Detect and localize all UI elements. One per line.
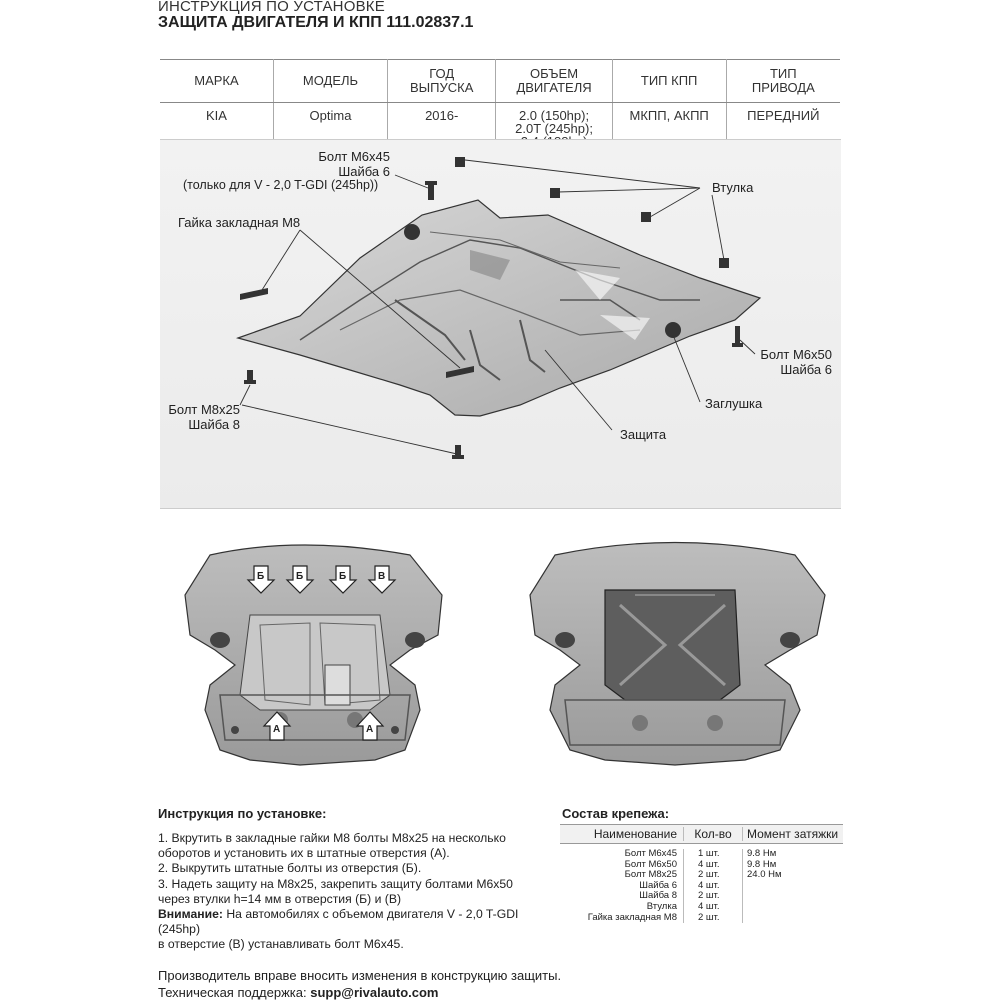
marker-label: Б (257, 571, 265, 582)
label-weld-nut-m8: Гайка закладная М8 (178, 215, 301, 230)
fastener-name: Шайба 6 (639, 879, 677, 891)
fastener-torque: 24.0 Нм (747, 869, 782, 881)
fastener-row (560, 902, 843, 913)
label-text: Болт М8х25 (168, 402, 240, 417)
label-text: Шайба 6 (780, 362, 832, 377)
fastener-torque (743, 913, 843, 924)
instruction-line: через втулки h=14 мм в отверстия (Б) и (В) (158, 891, 402, 906)
fastener-row (560, 849, 843, 860)
col-header-text: МОДЕЛЬ (302, 73, 359, 88)
fastener-torque (743, 902, 843, 913)
fastener-name: Шайба 8 (639, 890, 677, 902)
fasteners-title: Состав крепежа: (562, 806, 670, 821)
fastener-torque: 9.8 Нм (747, 848, 777, 859)
instruction-note-cont: в отверстие (В) устанавливать болт М6х45. (158, 937, 404, 952)
instruction-line: 1. Вкрутить в закладные гайки М8 болты М8х25 на несколько (158, 831, 506, 845)
marker-label: В (378, 571, 386, 582)
fastener-qty: 2 шт. (683, 870, 743, 881)
fastener-torque (743, 891, 843, 902)
fastener-name: Втулка (646, 900, 677, 912)
label-guard: Защита (620, 427, 667, 442)
instructions-title: Инструкция по установке: (158, 806, 327, 821)
doc-title-line2: ЗАЩИТА ДВИГАТЕЛЯ И КПП 111.02837.1 (158, 14, 474, 31)
fasteners-table-body (560, 844, 843, 923)
fastener-qty: 4 шт. (683, 860, 743, 871)
label-plug: Заглушка (705, 396, 763, 411)
label-text: Шайба 6 (338, 164, 390, 179)
col-header-text: ОБЪЕМ ДВИГАТЕЛЯ (516, 66, 592, 95)
note-text: На автомобилях с объемом двигателя V - 2,0 T-GDI (245hp) (158, 907, 519, 937)
instructions-text (158, 831, 538, 953)
fastener-qty: 2 шт. (683, 891, 743, 902)
label-only-for-tgdi: (только для V - 2,0 T-GDI (245hp)) (183, 178, 379, 192)
cell-year: 2016- (388, 103, 496, 158)
instruction-line: 2. Выкрутить штатные болты из отверстия (Б). (158, 861, 422, 876)
support-line (158, 985, 438, 1000)
fastener-name: Болт М6х45 (624, 848, 677, 859)
fastener-qty: 2 шт. (683, 913, 743, 924)
cell-drive: ПЕРЕДНИЙ (747, 108, 820, 123)
instruction-note (158, 907, 538, 937)
marker-label: Б (296, 571, 304, 582)
doc-title-line1: ИНСТРУКЦИЯ ПО УСТАНОВКЕ (158, 0, 385, 15)
cell-gearbox: МКПП, АКПП (612, 103, 726, 158)
label-text: Болт М6х50 (760, 347, 832, 362)
cell-brand: KIA (160, 103, 273, 158)
fastener-qty: 4 шт. (683, 881, 743, 892)
disclaimer-text: Производитель вправе вносить изменения в конструкцию защиты. (158, 968, 562, 983)
note-label: Внимание: (158, 907, 223, 922)
fastener-torque: 9.8 Нм (747, 858, 777, 870)
col-header-text: МАРКА (194, 73, 239, 88)
col-header-text: ТИП КПП (640, 73, 698, 88)
label-text: Шайба 8 (188, 417, 240, 432)
marker-label: Б (339, 571, 347, 582)
fastener-qty: 4 шт. (683, 902, 743, 913)
col-header-text: ТИП ПРИВОДА (751, 66, 815, 95)
marker-label: А (366, 724, 374, 735)
fastener-qty: 1 шт. (683, 849, 743, 860)
col-header-name: Наименование (593, 827, 677, 841)
fastener-name: Болт М6х50 (624, 858, 677, 870)
cell-model: Optima (273, 103, 387, 158)
marker-label: А (273, 724, 281, 735)
fastener-row (560, 913, 843, 924)
col-header-text: ГОД ВЫПУСКА (409, 66, 474, 95)
instruction-line: 3. Надеть защиту на М8х25, закрепить защиту болтами М6х50 (158, 876, 513, 891)
label-bushing: Втулка (712, 180, 754, 195)
col-header-torque: Момент затяжки (747, 827, 839, 841)
support-email[interactable]: supp@rivalauto.com (310, 985, 439, 1000)
label-text: Болт М6х45 (318, 149, 390, 164)
fastener-name: Болт М8х25 (624, 869, 677, 881)
fastener-name: Гайка закладная М8 (587, 911, 677, 923)
col-header-qty: Кол-во (683, 827, 743, 841)
fasteners-table (560, 824, 843, 923)
fasteners-table-header (560, 824, 843, 844)
instruction-line: оборотов и установить их в штатные отверстия (А). (158, 846, 450, 861)
support-label: Техническая поддержка: (158, 985, 307, 1000)
fastener-torque (743, 881, 843, 892)
cell-engine: 2.0 (150hp); 2.0T (245hp); (496, 103, 612, 158)
